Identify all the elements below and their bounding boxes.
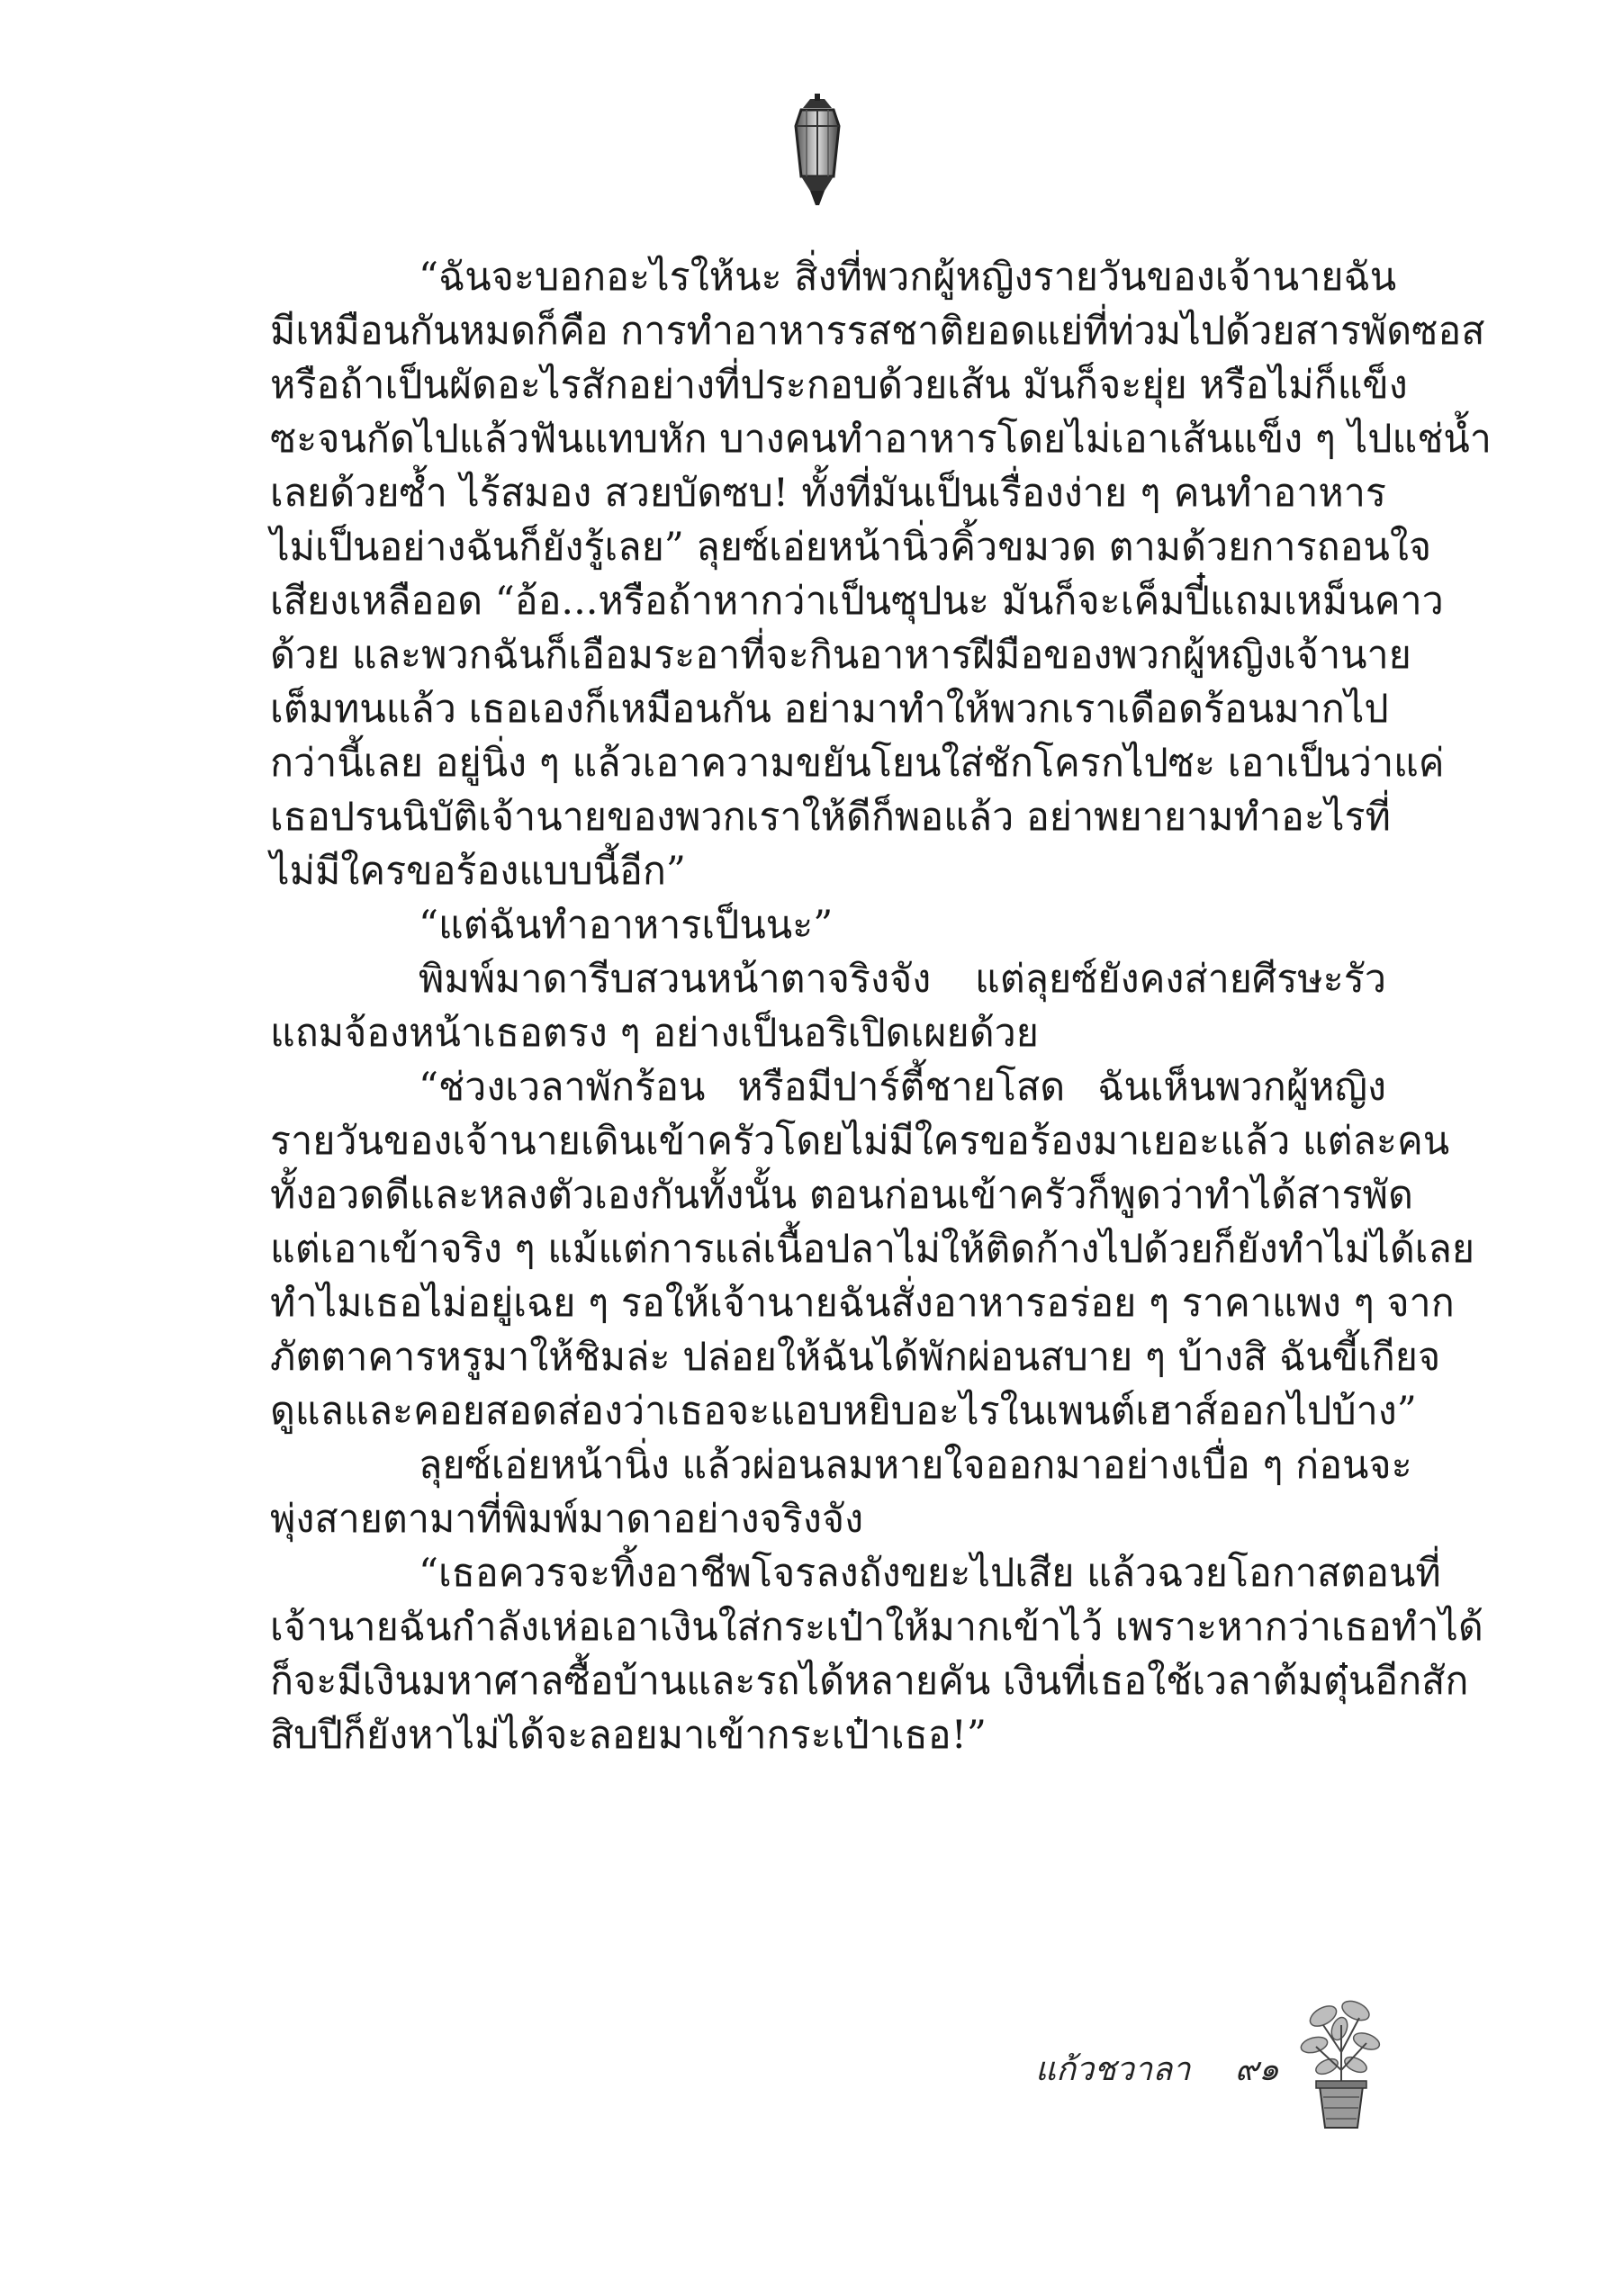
text-line: เสียงเหลืออด “อ้อ...หรือถ้าหากว่าเป็นซุปนะ มันก็จะเค็มปี๋แถมเหม็นคาว	[270, 579, 1444, 624]
text-line: ทั้งอวดดีและหลงตัวเองกันทั้งนั้น ตอนก่อนเข้าครัวก็พูดว่าทำได้สารพัด	[270, 1173, 1413, 1218]
text-line: “เธอควรจะทิ้งอาชีพโจรลงถังขยะไปเสีย แล้วฉวยโอกาสตอนที่	[419, 1551, 1441, 1596]
text-line: เจ้านายฉันกำลังเห่อเอาเงินใส่กระเป๋าให้มากเข้าไว้ เพราะหากว่าเธอทำได้	[270, 1605, 1483, 1650]
body-text	[270, 250, 1492, 1762]
text-line: มีเหมือนกันหมดก็คือ การทำอาหารรสชาติยอดแย่ที่ท่วมไปด้วยสารพัดซอส	[270, 309, 1485, 354]
text-line: ทำไมเธอไม่อยู่เฉย ๆ รอให้เจ้านายฉันสั่งอาหารอร่อย ๆ ราคาแพง ๆ จาก	[270, 1281, 1455, 1326]
paragraph-5	[270, 1438, 1412, 1546]
text-line: ซะจนกัดไปแล้วฟันแทบหัก บางคนทำอาหารโดยไม่เอาเส้นแข็ง ๆ ไปแช่น้ำ	[270, 417, 1492, 462]
text-line: “ฉันจะบอกอะไรให้นะ สิ่งที่พวกผู้หญิงรายวันของเจ้านายฉัน	[419, 255, 1397, 300]
paragraph-1	[270, 250, 1492, 898]
text-line: “แต่ฉันทำอาหารเป็นนะ”	[419, 903, 834, 948]
page-number: ๙๑	[1234, 2051, 1280, 2088]
text-line: ลุยซ์เอ่ยหน้านิ่ง แล้วผ่อนลมหายใจออกมาอย่างเบื่อ ๆ ก่อนจะ	[419, 1443, 1412, 1488]
text-line: สิบปีก็ยังหาไม่ได้จะลอยมาเข้ากระเป๋าเธอ!”	[270, 1713, 987, 1758]
text-line: พิมพ์มาดารีบสวนหน้าตาจริงจัง แต่ลุยซ์ยังคงส่ายศีรษะรัว	[419, 957, 1386, 1002]
paragraph-2	[270, 898, 1386, 952]
book-title: แก้วชวาลา	[1035, 2051, 1191, 2088]
text-line: กว่านี้เลย อยู่นิ่ง ๆ แล้วเอาความขยันโยนใส่ชักโครกไปซะ เอาเป็นว่าแค่	[270, 741, 1445, 786]
text-line: ก็จะมีเงินมหาศาลซื้อบ้านและรถได้หลายคัน เงินที่เธอใช้เวลาต้มตุ๋นอีกสัก	[270, 1659, 1469, 1704]
paragraph-6	[270, 1546, 1483, 1762]
text-line: หรือถ้าเป็นผัดอะไรสักอย่างที่ประกอบด้วยเส้น มันก็จะยุ่ย หรือไม่ก็แข็ง	[270, 363, 1408, 408]
text-line: แถมจ้องหน้าเธอตรง ๆ อย่างเป็นอริเปิดเผยด้วย	[270, 1011, 1039, 1056]
text-line: เลยด้วยซ้ำ ไร้สมอง สวยบัดซบ! ทั้งที่มันเป็นเรื่องง่าย ๆ คนทำอาหาร	[270, 471, 1386, 516]
page-footer	[1035, 2043, 1279, 2097]
text-line: ไม่เป็นอย่างฉันก็ยังรู้เลย” ลุยซ์เอ่ยหน้านิ่วคิ้วขมวด ตามด้วยการถอนใจ	[270, 525, 1432, 570]
text-line: เธอปรนนิบัติเจ้านายของพวกเราให้ดีก็พอแล้ว อย่าพยายามทำอะไรที่	[270, 795, 1391, 840]
lantern-icon	[789, 94, 846, 209]
text-line: พุ่งสายตามาที่พิมพ์มาดาอย่างจริงจัง	[270, 1497, 864, 1542]
paragraph-4	[270, 1060, 1475, 1438]
paragraph-3	[270, 952, 1386, 1060]
text-line: รายวันของเจ้านายเดินเข้าครัวโดยไม่มีใครขอร้องมาเยอะแล้ว แต่ละคน	[270, 1119, 1450, 1164]
text-line: เต็มทนแล้ว เธอเองก็เหมือนกัน อย่ามาทำให้พวกเราเดือดร้อนมากไป	[270, 687, 1389, 732]
text-line: ด้วย และพวกฉันก็เอือมระอาที่จะกินอาหารฝีมือของพวกผู้หญิงเจ้านาย	[270, 633, 1411, 678]
text-line: ภัตตาคารหรูมาให้ชิมล่ะ ปล่อยให้ฉันได้พักผ่อนสบาย ๆ บ้างสิ ฉันขี้เกียจ	[270, 1335, 1441, 1380]
text-line: ดูแลและคอยสอดส่องว่าเธอจะแอบหยิบอะไรในเพนต์เฮาส์ออกไปบ้าง”	[270, 1389, 1417, 1434]
text-line: “ช่วงเวลาพักร้อน หรือมีปาร์ตี้ชายโสด ฉันเห็นพวกผู้หญิง	[419, 1065, 1386, 1110]
potted-plant-icon	[1296, 1989, 1386, 2133]
text-line: แต่เอาเข้าจริง ๆ แม้แต่การแล่เนื้อปลาไม่ให้ติดก้างไปด้วยก็ยังทำไม่ได้เลย	[270, 1227, 1475, 1272]
text-line: ไม่มีใครขอร้องแบบนี้อีก”	[270, 849, 686, 894]
